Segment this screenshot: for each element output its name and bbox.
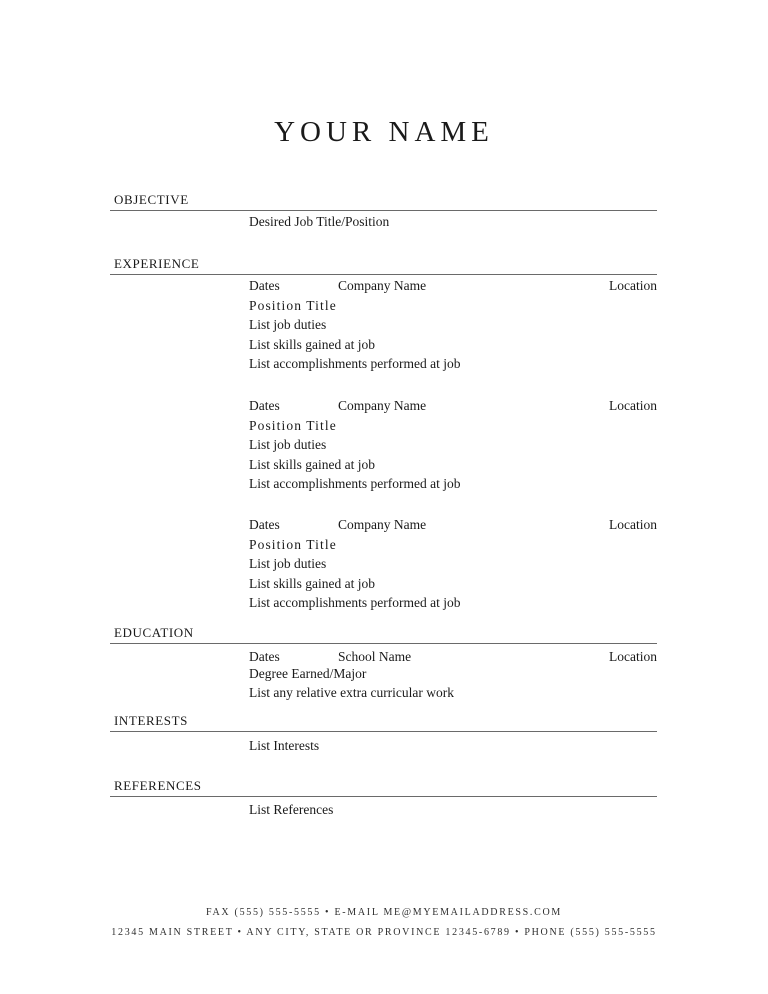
education-heading: EDUCATION: [110, 626, 657, 644]
job-location: Location: [609, 398, 657, 413]
job-location: Location: [609, 278, 657, 293]
job-location: Location: [609, 517, 657, 532]
page-title: YOUR NAME: [274, 116, 494, 148]
job-detail-line: List accomplishments performed at job: [249, 356, 461, 372]
footer: [0, 903, 768, 943]
job-dates: Dates: [249, 278, 280, 293]
experience-heading: EXPERIENCE: [110, 257, 657, 275]
job-company: Company Name: [338, 517, 427, 532]
education-degree: Degree Earned/Major: [249, 666, 367, 681]
interests-heading: INTERESTS: [110, 714, 657, 732]
job-detail-line: List skills gained at job: [249, 456, 375, 472]
job-detail-line: List job duties: [249, 317, 327, 333]
job-position-title: Position Title: [249, 536, 337, 552]
interests-content: List Interests: [249, 738, 320, 753]
education-school: School Name: [338, 649, 412, 664]
footer-contact-line: FAX (555) 555-5555 • E-MAIL ME@MYEMAILADDRESS.COM: [205, 907, 562, 918]
education-location: Location: [609, 649, 657, 664]
references-content: List References: [249, 802, 334, 817]
job-meta-row: [249, 515, 657, 535]
objective-content: Desired Job Title/Position: [249, 214, 390, 229]
education-extra-line: List any relative extra curricular work: [249, 685, 455, 700]
education-dates: Dates: [249, 649, 280, 664]
job-detail-line: List job duties: [249, 556, 327, 572]
job-meta-row: [249, 276, 657, 296]
job-detail-line: List accomplishments performed at job: [249, 595, 461, 611]
job-company: Company Name: [338, 398, 427, 413]
job-dates: Dates: [249, 517, 280, 532]
job-dates: Dates: [249, 398, 280, 413]
job-position-title: Position Title: [249, 417, 337, 433]
references-heading: REFERENCES: [110, 779, 657, 797]
job-position-title: Position Title: [249, 297, 337, 313]
job-detail-line: List accomplishments performed at job: [249, 476, 461, 492]
job-company: Company Name: [338, 278, 427, 293]
experience-job-3: [249, 515, 657, 613]
objective-heading: OBJECTIVE: [110, 193, 657, 211]
experience-job-1: [249, 276, 657, 374]
job-detail-line: List skills gained at job: [249, 336, 375, 352]
footer-address-line: 12345 MAIN STREET • ANY CITY, STATE OR PROVINCE 12345-6789 • PHONE (555) 555-5555: [111, 927, 657, 938]
experience-job-2: [249, 396, 657, 494]
education-meta-row: [249, 648, 657, 665]
job-detail-line: List skills gained at job: [249, 575, 375, 591]
job-meta-row: [249, 396, 657, 416]
education-entry: [249, 648, 657, 701]
job-detail-line: List job duties: [249, 437, 327, 453]
